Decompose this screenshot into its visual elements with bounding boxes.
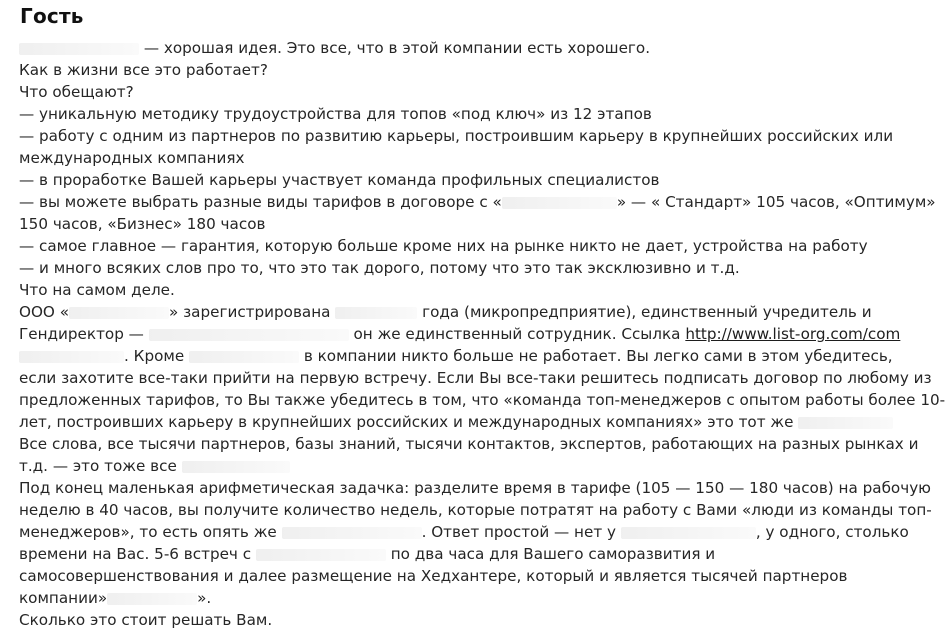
text-line: — вы можете выбрать разные виды тарифов в договоре с « » — « Стандарт» 105 часов, «Оптимум» — [19, 193, 936, 211]
text-line: Гендиректор — он же единственный сотрудник. Ссылка http://www.list-org.com/com — [19, 325, 901, 343]
text-line: — работу с одним из партнеров по развитию карьеры, построившим карьеру в крупнейших российских или — [19, 127, 894, 145]
text-line: — и много всяких слов про то, что это так дорого, потому что это так эксклюзивно и т.д. — [19, 259, 740, 277]
redacted-text — [798, 417, 893, 429]
text-line: Как в жизни все это работает? — [19, 61, 268, 79]
text-line: Что обещают? — [19, 83, 134, 101]
text-line: предложенных тарифов, то Вы также убедитесь в том, что «команда топ-менеджеров с опытом работы более 10- — [19, 391, 946, 409]
text-line: Сколько это стоит решать Вам. — [19, 611, 273, 629]
text-line: — хорошая идея. Это все, что в этой компании есть хорошего. — [19, 37, 939, 59]
redacted-text — [621, 527, 756, 539]
text-line: — в проработке Вашей карьеры участвует команда профильных специалистов — [19, 171, 660, 189]
redacted-text — [502, 197, 617, 209]
text-line: — самое главное — гарантия, которую больше кроме них на рынке никто не дает, устройства на работу — [19, 237, 868, 255]
redacted-text — [107, 593, 197, 605]
text-line: Под конец маленькая арифметическая задачка: разделите время в тарифе (105 — 150 — 180 часов) на рабочую — [19, 479, 931, 497]
text-line: времени на Вас. 5-6 встреч с по два часа для Вашего саморазвития и — [19, 545, 716, 563]
text-line: ООО « » зарегистрирована года (микропредприятие), единственный учредитель и — [19, 303, 872, 321]
redacted-text — [282, 527, 422, 539]
text-line: . Кроме в компании никто больше не работает. Вы легко сами в этом убедитесь, — [19, 345, 939, 367]
redacted-text — [19, 351, 124, 363]
text-line: самосовершенствования и далее размещение на Хедхантере, который и является тысячей партнеров — [19, 567, 848, 585]
text-line: неделю в 40 часов, вы получите количество недель, которые потратят на работу с Вами «люди из команды топ- — [19, 501, 932, 519]
redacted-text — [189, 351, 299, 363]
text-line: Все слова, все тысячи партнеров, базы знаний, тысячи контактов, экспертов, работающих на разных рынках и — [19, 435, 919, 453]
company-link[interactable]: http://www.list-org.com/com — [685, 325, 901, 343]
text-line: т.д. — это тоже все — [19, 455, 939, 477]
text-line: лет, построивших карьеру в крупнейших российских и международных компаниях» это тот же — [19, 411, 939, 433]
post-author: Гость — [20, 4, 84, 28]
redacted-text — [19, 43, 139, 55]
redacted-text — [69, 307, 169, 319]
text-line: менеджеров», то есть опять же . Ответ простой — нет у , у одного, столько — [19, 523, 909, 541]
text-line: компании» ». — [19, 589, 212, 607]
redacted-text — [335, 307, 417, 319]
redacted-text — [256, 549, 386, 561]
post-body — [19, 37, 946, 631]
redacted-text — [182, 461, 290, 473]
text-line: Что на самом деле. — [19, 281, 175, 299]
text-line: международных компаниях — [19, 149, 245, 167]
text-line: — уникальную методику трудоустройства для топов «под ключ» из 12 этапов — [19, 105, 652, 123]
text-line: если захотите все-таки прийти на первую встречу. Если Вы все-таки решитесь подписать договор по любому из — [19, 369, 932, 387]
redacted-text — [149, 329, 349, 341]
text-line: 150 часов, «Бизнес» 180 часов — [19, 215, 266, 233]
